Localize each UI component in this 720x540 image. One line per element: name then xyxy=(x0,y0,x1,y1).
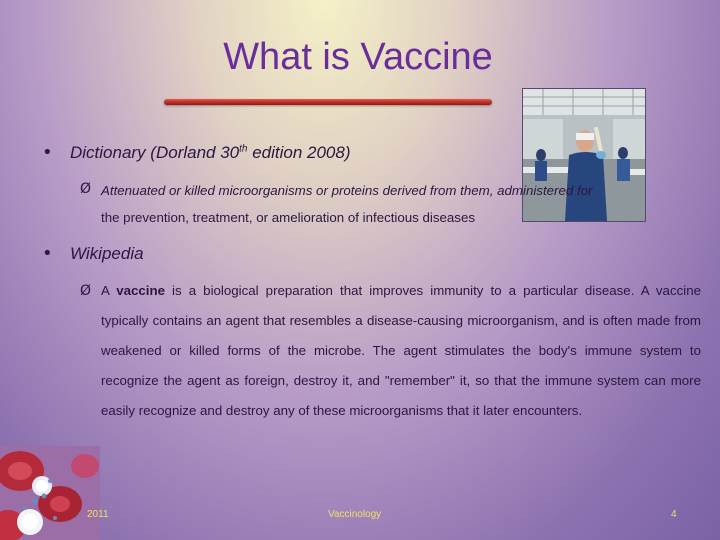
bullet-1-sub-line2: the prevention, treatment, or amelioration of infectious diseases xyxy=(101,210,475,225)
bullet-1-heading-pre: Dictionary (Dorland 30 xyxy=(70,143,240,162)
bullet-1-heading-post: edition 2008) xyxy=(247,143,351,162)
title-underline xyxy=(164,99,492,105)
footer-page-number: 4 xyxy=(671,509,677,520)
bullet-2-sub-text xyxy=(101,276,701,426)
footer-center: Vaccinology xyxy=(328,509,382,520)
slide-title: What is Vaccine xyxy=(223,36,493,78)
bullet-1-dot: • xyxy=(42,142,53,163)
bullet-2-heading: Wikipedia xyxy=(70,244,144,263)
bullet-1-heading-sup: th xyxy=(239,143,248,155)
bullet-2-arrow: Ø xyxy=(80,283,92,299)
bullet-1-heading xyxy=(70,143,351,163)
bullet-2-sub-post: is a biological preparation that improves immunity to a particular disease. A vaccine typically contains an agent that resembles a disease-causing microorganism, and is often made from weakened or killed forms of the microbe. The agent stimulates the body's immune system to recognize the agent as foreign, destroy it, and "remember" it, so that the immune system can more easily recognize and destroy any of these microorganisms that it later encounters. xyxy=(101,283,701,418)
cells-image xyxy=(0,446,100,540)
bullet-2-sub-pre: A xyxy=(101,283,117,298)
bullet-2-sub-bold: vaccine xyxy=(116,283,165,298)
bullet-1-sub-line1: Attenuated or killed microorganisms or proteins derived from them, administered for xyxy=(101,183,593,198)
footer-date: 2011 xyxy=(87,509,109,520)
bullet-2-dot: • xyxy=(42,243,53,264)
bullet-1-arrow: Ø xyxy=(80,181,92,197)
